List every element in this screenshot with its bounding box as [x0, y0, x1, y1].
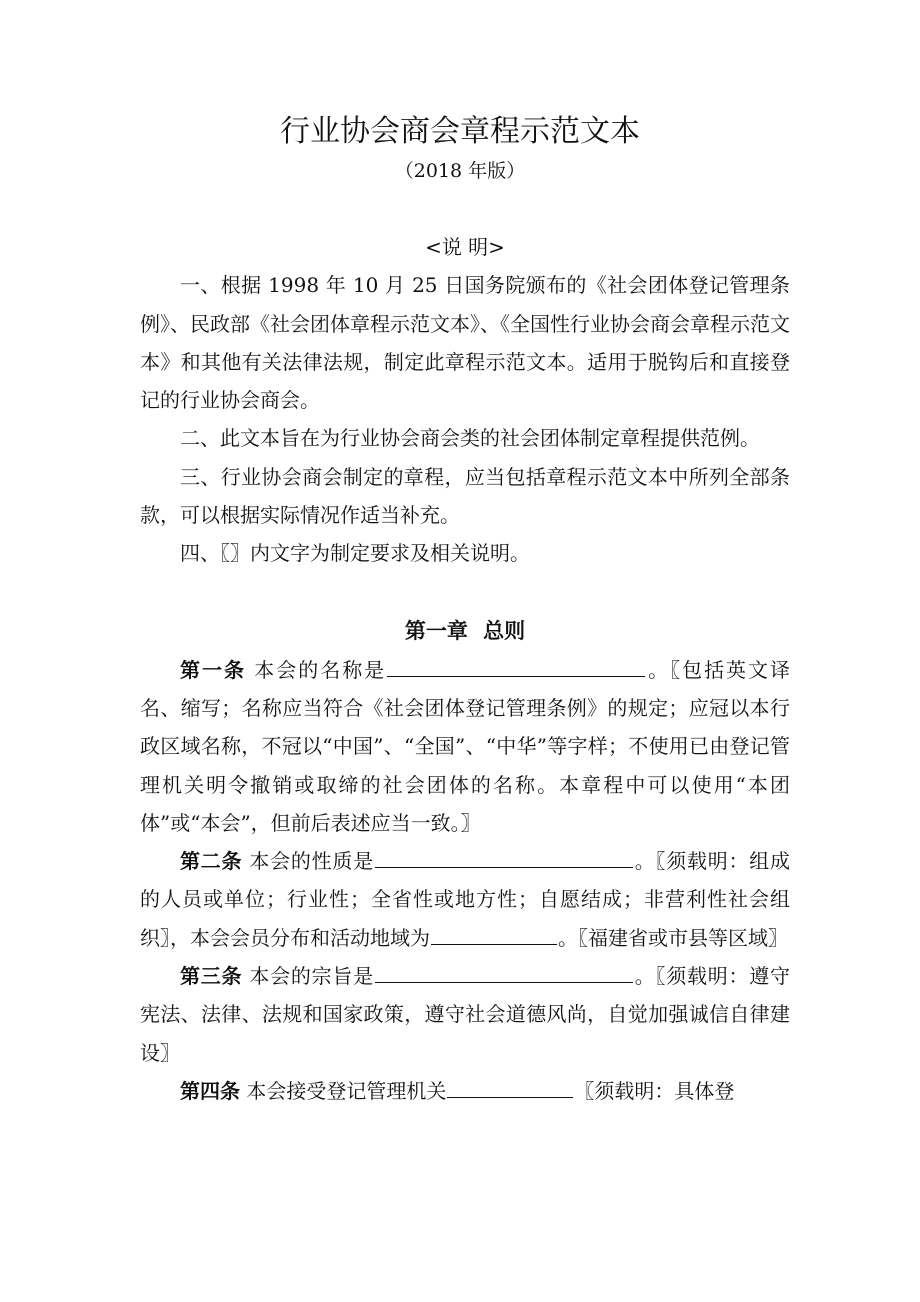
document-edition: （2018 年版） [394, 160, 526, 182]
note-paragraph-4: 四、〖〗内文字为制定要求及相关说明。 [180, 541, 530, 566]
article-2-text-1: 本会的性质是 [249, 849, 374, 874]
article-2-blank-1[interactable] [375, 847, 633, 868]
article-2-blank-2[interactable] [431, 924, 557, 945]
article-4-text-1: 本会接受登记管理机关 [246, 1078, 447, 1103]
article-1-text-2: 。〖包括英文译名、缩写；名称应当符合《社会团体登记管理条例》的规定；应冠以本行政区域名称，不冠以“中国”、“全国”、“中华”等字样；不使用已由登记管理机关明令撤销或取缔的社会团体的名称。本章程中可以使用“本团体”或“本会”，但前后表述应当一致。〗 [140, 657, 791, 835]
article-4 [140, 1072, 790, 1110]
article-2-label: 第二条 [180, 849, 243, 874]
document-title: 行业协会商会章程示范文本 [280, 114, 640, 149]
article-3-label: 第三条 [180, 964, 243, 989]
article-1-blank[interactable] [387, 656, 645, 677]
article-4-label: 第四条 [180, 1078, 240, 1103]
article-4-text-2: 〖须载明：具体登 [574, 1078, 735, 1103]
note-paragraph-2: 二、此文本旨在为行业协会商会类的社会团体制定章程提供范例。 [180, 426, 760, 451]
document-body [140, 228, 790, 1110]
note-heading: <说 明> [425, 235, 505, 259]
article-4-blank[interactable] [447, 1077, 573, 1098]
article-3 [140, 957, 790, 1072]
article-1-label: 第一条 [180, 657, 246, 682]
note-paragraph-1: 一、根据 1998 年 10 月 25 日国务院颁布的《社会团体登记管理条例》、民政部《社会团体章程示范文本》、《全国性行业协会商会章程示范文本》和其他有关法律法规，制定此章程示范文本。适用于脱钩后和直接登记的行业协会商会。 [140, 273, 790, 413]
article-3-text-1: 本会的宗旨是 [249, 964, 374, 989]
article-3-text-2: 。〖须载明：遵守宪法、法律、法规和国家政策，遵守社会道德风尚，自觉加强诚信自律建设〗 [140, 964, 791, 1065]
article-3-blank[interactable] [375, 962, 633, 983]
article-2 [140, 842, 790, 957]
article-2-text-2: 。〖须载明：组成的人员或单位；行业性；全省性或地方性；自愿结成；非营利性社会组织〗，本会会员分布和活动地域为 [140, 849, 791, 950]
chapter-1-heading: 第一章 总则 [404, 618, 526, 643]
article-1-text-1: 本会的名称是 [254, 657, 387, 682]
article-1 [140, 651, 790, 842]
article-2-text-3: 。〖福建省或市县等区域〗 [558, 925, 788, 950]
note-paragraph-3: 三、行业协会商会制定的章程，应当包括章程示范文本中所列全部条款，可以根据实际情况作适当补充。 [140, 464, 790, 528]
